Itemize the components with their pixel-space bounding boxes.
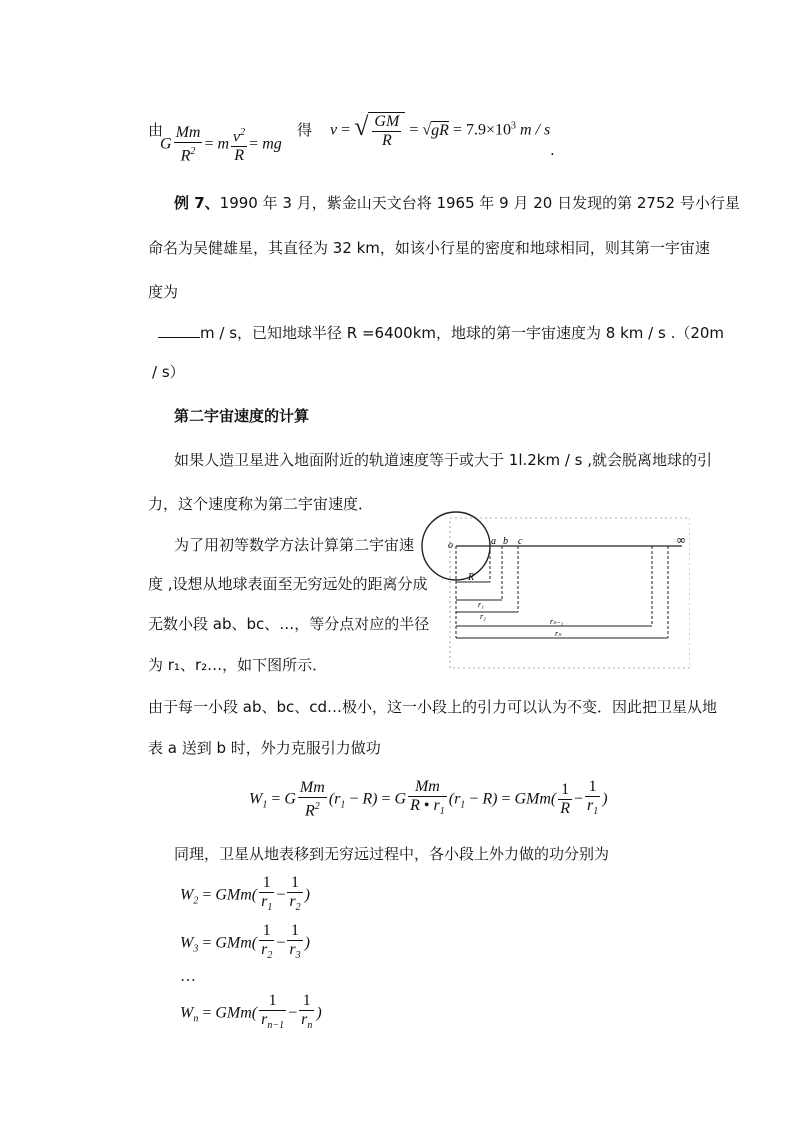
para2-line1: 为了用初等数学方法计算第二宇宙速	[174, 536, 415, 554]
equation-w2: $W_2 = GMm$( $\frac{1}{r_1}$ − $\frac{1}{r_2}$ )	[180, 874, 310, 914]
example7-line2: 命名为吴健雄星，其直径为 32 km，如该小行星的密度和地球相同，则其第一宇宙速	[148, 239, 710, 257]
para4: 同理，卫星从地表移到无穷远过程中，各小段上外力做的功分别为	[174, 845, 610, 863]
example7-line5: / s）	[152, 363, 185, 381]
para3-line2: 表 a 送到 b 时，外力克服引力做功	[148, 739, 381, 757]
de-label: 得	[297, 121, 313, 139]
equation-ellipsis: …	[180, 968, 196, 985]
label-c: c	[518, 536, 523, 547]
label-rn: rₙ	[555, 629, 562, 638]
label-r1: r₁	[478, 600, 484, 609]
example7-line4: m / s，已知地球半径 R =6400km，地球的第一宇宙速度为 8 km / s .（20m	[158, 323, 724, 343]
equation-wn: $W_n = GMm$( $\frac{1}{r_{n-1}}$ − $\frac{1}{r_n}$ )	[180, 992, 322, 1032]
formula-end-dot: .	[550, 141, 555, 159]
para3-line1: 由于每一小段 ab、bc、cd…极小，这一小段上的引力可以认为不变．因此把卫星从地	[148, 698, 718, 716]
answer-blank	[158, 323, 200, 338]
example7-line1: 例 7、1990 年 3 月，紫金山天文台将 1965 年 9 月 20 日发现的第 2752 号小行星	[174, 194, 740, 212]
para1-line2: 力，这个速度称为第二宇宙速度．	[148, 495, 374, 513]
you-label: 由	[148, 121, 164, 139]
formula-first-cosmic-velocity: v = √ $\frac{GM}{R}$ = $√gR = 7.9\times 10^3$ m / s	[330, 112, 551, 149]
para2-line3: 无数小段 ab、bc、…，等分点对应的半径	[148, 615, 430, 633]
radius-diagram	[420, 510, 690, 670]
equation-w3: $W_3 = GMm$( $\frac{1}{r_2}$ − $\frac{1}{r_3}$ )	[180, 922, 310, 962]
section-heading: 第二宇宙速度的计算	[174, 407, 310, 425]
formula-gravity-centripetal: G $\frac{Mm}{R^2}$ = m $\frac{v^2}{R}$ = mg	[160, 124, 282, 165]
label-R: R	[468, 572, 475, 583]
para2-line4: 为 r₁、r₂…，如下图所示．	[148, 656, 328, 674]
label-a: a	[491, 536, 496, 547]
label-b: b	[503, 536, 508, 547]
label-o: o	[448, 540, 453, 551]
example7-line3: 度为	[148, 283, 179, 301]
label-infinity: ∞	[676, 533, 686, 547]
equation-w1: $W_1 = G$ $\frac{Mm}{R^2}$ $(r_1 - R) = G$ $\frac{Mm}{R • r_1}$ $(r_1 - R) = GMm$( $\frac{1}{R}$ − $\frac{1}{r_1}$ )	[249, 778, 608, 820]
para1-line1: 如果人造卫星进入地面附近的轨道速度等于或大于 1l.2km / s ,就会脱离地球的引	[174, 451, 713, 469]
label-rn-1: rₙ₋₁	[550, 617, 564, 626]
label-r2: r₂	[480, 612, 486, 621]
para2-line2: 度 ,设想从地球表面至无穷远处的距离分成	[148, 575, 428, 593]
